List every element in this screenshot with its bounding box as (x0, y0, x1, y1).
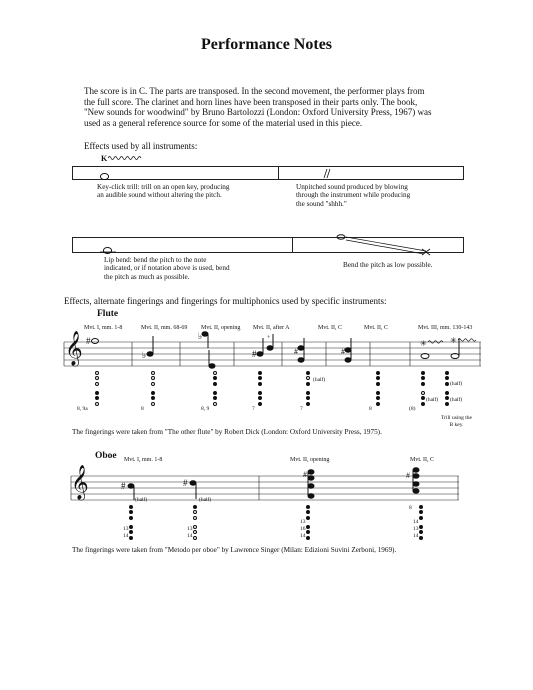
bend-low-caption: Bend the pitch as low possible. (343, 261, 433, 269)
svg-text:#: # (406, 471, 410, 480)
flute-label: Mvt. II, C (364, 325, 388, 331)
whole-note (100, 173, 109, 180)
fingering-note: 14 (123, 533, 129, 539)
treble-clef-icon: 𝄞 (65, 332, 83, 365)
oboe-credit: The fingerings were taken from "Metodo per oboe" by Lawrence Singer (Milan: Edizioni Suvini Zerboni, 1969). (72, 546, 397, 554)
svg-text:#: # (183, 478, 188, 488)
fingering-chart (258, 370, 262, 407)
effects-specific-heading: Effects, alternate fingerings and fingerings for multiphonics used by specific instruments: (64, 296, 387, 306)
caption-line: indicated, or if notation above is used, bend (104, 264, 230, 273)
fingering-chart (95, 370, 99, 407)
svg-text:✳: ✳ (450, 336, 457, 345)
flute-title: Flute (97, 309, 119, 319)
fingering-note: (half) (199, 497, 212, 503)
fingering-note: (8) (409, 406, 416, 412)
fingering-note: 7 (252, 406, 255, 412)
svg-text:#: # (86, 336, 91, 346)
trill-note (441, 415, 472, 428)
caption-line: Unpitched sound produced by blowing (296, 183, 408, 191)
caption-line: Lip bend: bend the pitch to the note (104, 256, 207, 264)
pitch-bend-glissando (336, 234, 436, 256)
trill-note-line: B key. (449, 421, 464, 428)
treble-clef-icon: 𝄞 (71, 466, 89, 499)
unpitched-caption (296, 183, 410, 208)
fingering-chart (376, 370, 380, 407)
flute-label: Mvt. II, after A (253, 325, 290, 331)
intro-line: used as a general reference source for some of the material used in this piece. (84, 117, 363, 128)
intro-paragraph (84, 86, 464, 128)
svg-text:#: # (341, 347, 345, 356)
svg-text:♭: ♭ (198, 331, 203, 341)
flute-label: Mvt. II, mm. 68-69 (141, 325, 188, 331)
oboe-label: Mvt. II, C (410, 457, 434, 463)
flute-notes (64, 330, 484, 375)
svg-text:+: + (267, 335, 271, 341)
oboe-notes (71, 464, 461, 504)
fingering-chart (193, 504, 197, 541)
fingering-note: 14 (187, 533, 193, 539)
fingering-note: 14 (413, 519, 419, 525)
fingering-chart (129, 504, 133, 541)
fingering-note: 13 (413, 526, 419, 532)
effects-all-heading: Effects used by all instruments: (84, 141, 198, 151)
svg-text:#: # (252, 349, 257, 359)
key-click-symbol: K (101, 154, 108, 163)
flute-label: Mvt. II, opening (201, 325, 241, 331)
fingering-note: (half) (313, 377, 326, 383)
fingering-note: 14 (413, 533, 419, 539)
fingering-note: 14 (300, 533, 306, 539)
oboe-title: Oboe (95, 451, 117, 461)
caption-line: the sound "shhh." (296, 199, 347, 208)
fingering-note: 8, 9 (201, 406, 210, 412)
fingering-note: (half) (426, 397, 439, 403)
fingering-note: 8 (369, 406, 372, 412)
fingering-note: (half) (450, 397, 463, 403)
fingering-chart (306, 504, 310, 541)
fingering-note: 8 (141, 406, 144, 412)
fingering-note: 13 (300, 519, 306, 525)
intro-line: "New sounds for woodwind" by Bruno Bartolozzi (London: Oxford University Press, 1967) was (84, 107, 432, 118)
svg-text:✳: ✳ (420, 339, 427, 348)
lip-bend-ledger (100, 251, 116, 253)
unpitched-notehead (322, 169, 332, 179)
trill-wavy-line (108, 155, 148, 161)
fingering-chart (306, 370, 310, 407)
lip-bend-caption (104, 256, 230, 281)
flute-credit: The fingerings were taken from "The other flute" by Robert Dick (London: Oxford University Press, 1975). (72, 428, 382, 436)
svg-text:#: # (121, 481, 126, 491)
fingering-chart (213, 370, 217, 407)
trill-note-line: Trill using the (441, 415, 472, 421)
fingering-note: 16 (300, 526, 306, 532)
flute-label: Mvt. I, mm. 1-8 (84, 325, 123, 331)
flute-label: Mvt. II, C (318, 325, 342, 331)
intro-line: The score is in C. The parts are transposed. In the second movement, the performer plays from (84, 86, 425, 96)
fingering-note: 13 (123, 526, 129, 532)
flute-label: Mvt. III, mm. 130-143 (418, 325, 473, 331)
caption-line: through the instrument while producing (296, 191, 411, 200)
oboe-label: Mvt. I, mm. 1-8 (124, 457, 163, 463)
page-title: Performance Notes (200, 36, 333, 53)
fingering-note: 13 (187, 526, 193, 532)
intro-line: the full score. The clarinet and horn lines have been transposed in their parts only. The book, (84, 96, 418, 107)
svg-text:#: # (303, 470, 307, 479)
fingering-chart (151, 370, 155, 407)
caption-line: the pitch as much as possible. (104, 272, 190, 281)
key-click-caption (97, 183, 229, 200)
fingering-note: (half) (135, 497, 148, 503)
svg-text:#: # (294, 347, 298, 356)
fingering-note: 7 (300, 406, 303, 412)
oboe-label: Mvt. II, opening (290, 457, 330, 463)
svg-text:♭: ♭ (142, 350, 147, 360)
fingering-note: (half) (450, 381, 463, 387)
caption-line: an audible sound without altering the pitch. (97, 191, 222, 200)
fingering-chart (445, 370, 449, 407)
fingering-note: 8 (409, 505, 412, 511)
caption-line: Key-click trill: trill on an open key, producing (97, 183, 230, 191)
fingering-note: 8, 9a (77, 406, 88, 412)
fingering-chart (419, 504, 423, 541)
fingering-chart (421, 370, 425, 407)
